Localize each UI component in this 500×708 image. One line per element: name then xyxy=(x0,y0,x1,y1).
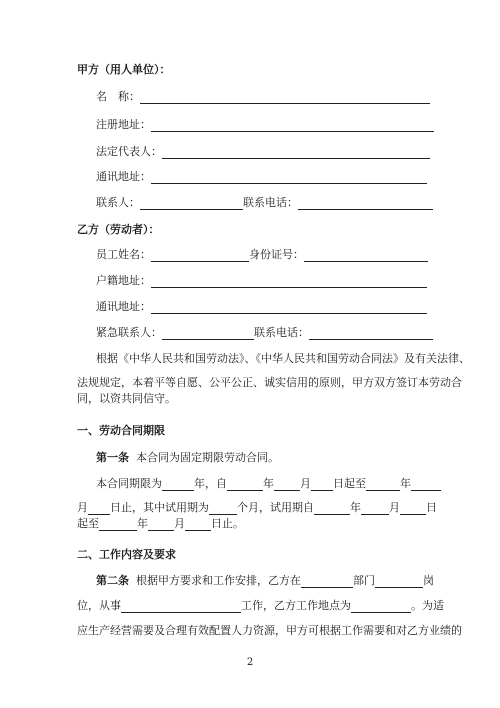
start-month-field[interactable] xyxy=(274,479,300,491)
probation-year-unit: 年 xyxy=(350,501,361,514)
article-2-text-1: 根据甲方要求和工作安排，乙方在 xyxy=(136,574,301,587)
party-b-household-label: 户籍地址： xyxy=(96,274,151,287)
party-b-emergency-label: 紧急联系人： xyxy=(96,326,162,339)
party-b-mail-address-row xyxy=(96,300,427,314)
party-b-emergency-field[interactable] xyxy=(162,328,254,340)
position-unit: 岗 xyxy=(423,574,434,587)
party-a-legal-rep-label: 法定代表人： xyxy=(96,145,162,158)
start-day-text: 日起至 xyxy=(333,477,366,490)
intro-line-2: 法规规定，本着平等自愿、公平公正、诚实信用的原则，甲方双方签订本劳动合 xyxy=(77,376,462,389)
probation-end-month-unit: 月 xyxy=(174,517,185,530)
party-a-name-label: 名 称： xyxy=(96,90,140,103)
probation-month-unit: 月 xyxy=(389,501,400,514)
article-2-line-2 xyxy=(77,599,444,613)
term-text-a: 本合同期限为 xyxy=(96,477,162,490)
work-location-field[interactable] xyxy=(351,601,411,613)
party-b-title: 乙方（劳动者）： xyxy=(77,223,160,236)
party-a-mail-address-label: 通讯地址： xyxy=(96,170,151,183)
start-month-unit: 月 xyxy=(300,477,311,490)
party-a-phone-field[interactable] xyxy=(298,198,433,210)
article-2-label: 第二条 xyxy=(96,574,129,587)
party-b-name-field[interactable] xyxy=(151,250,249,262)
party-a-name-row xyxy=(96,90,430,104)
party-a-contact-row xyxy=(96,196,433,210)
party-a-contact-label: 联系人： xyxy=(96,196,140,209)
job-type-field[interactable] xyxy=(121,601,241,613)
department-field[interactable] xyxy=(301,576,353,588)
party-a-title: 甲方（用人单位）： xyxy=(77,63,171,76)
party-a-contact-field[interactable] xyxy=(140,198,243,210)
term-line-1 xyxy=(96,477,441,491)
probation-end-year-field[interactable] xyxy=(99,519,137,531)
probation-end-text: 日止。 xyxy=(211,517,244,530)
probation-to-text: 起至 xyxy=(77,517,99,530)
term-from-text: ，自 xyxy=(205,477,227,490)
party-a-reg-address-row xyxy=(96,118,434,132)
party-b-mail-address-field[interactable] xyxy=(151,302,427,314)
party-b-id-label: 身份证号： xyxy=(249,248,304,261)
end-year-field[interactable] xyxy=(366,479,400,491)
section-2-heading: 二、工作内容及要求 xyxy=(77,548,176,561)
probation-start-month-field[interactable] xyxy=(361,503,389,515)
party-a-mail-address-row xyxy=(96,170,427,184)
end-day-field[interactable] xyxy=(88,503,110,515)
probation-start-year-field[interactable] xyxy=(314,503,350,515)
start-day-field[interactable] xyxy=(311,479,333,491)
probation-start-day-field[interactable] xyxy=(400,503,426,515)
party-a-legal-rep-row xyxy=(96,145,430,159)
probation-end-month-field[interactable] xyxy=(148,519,174,531)
party-b-household-row xyxy=(96,274,427,288)
intro-line-1: 根据《中华人民共和国劳动法》、《中华人民共和国劳动合同法》及有关法律、 xyxy=(96,352,470,365)
party-b-name-row xyxy=(96,248,428,262)
article-1 xyxy=(96,451,279,465)
article-2-line-1 xyxy=(96,574,434,588)
term-line-2 xyxy=(77,501,437,515)
party-b-phone-label: 联系电话： xyxy=(254,326,309,339)
probation-text: 日止，其中试用期为 xyxy=(110,501,209,514)
start-year-field[interactable] xyxy=(227,479,263,491)
article-2-text-4: 位，从事 xyxy=(77,599,121,612)
intro-line-3: 同，以资共同信守。 xyxy=(77,392,176,405)
party-b-emergency-row xyxy=(96,326,433,340)
party-b-id-field[interactable] xyxy=(304,250,428,262)
start-year-unit: 年 xyxy=(263,477,274,490)
article-1-text: 本合同为固定期限劳动合同。 xyxy=(136,451,279,464)
party-b-phone-field[interactable] xyxy=(309,328,433,340)
end-month-unit: 月 xyxy=(77,501,88,514)
probation-end-year-unit: 年 xyxy=(137,517,148,530)
end-year-unit: 年 xyxy=(400,477,411,490)
party-a-reg-address-field[interactable] xyxy=(151,120,434,132)
probation-end-day-field[interactable] xyxy=(185,519,211,531)
term-line-3 xyxy=(77,517,244,531)
party-a-reg-address-label: 注册地址： xyxy=(96,118,151,131)
party-b-household-field[interactable] xyxy=(151,276,427,288)
department-unit: 部门 xyxy=(353,574,375,587)
term-years-field[interactable] xyxy=(162,479,194,491)
party-a-phone-label: 联系电话： xyxy=(243,196,298,209)
term-year-unit: 年 xyxy=(194,477,205,490)
section-1-heading: 一、劳动合同期限 xyxy=(77,424,165,437)
party-b-mail-address-label: 通讯地址： xyxy=(96,300,151,313)
party-a-name-field[interactable] xyxy=(140,92,430,104)
probation-day-unit: 日 xyxy=(426,501,437,514)
party-b-name-label: 员工姓名： xyxy=(96,248,151,261)
probation-months-field[interactable] xyxy=(209,503,237,515)
position-field[interactable] xyxy=(375,576,423,588)
article-2-line-3: 应生产经营需要及合理有效配置人力资源，甲方可根据工作需要和对乙方业绩的 xyxy=(77,624,462,637)
article-2-text-5: 工作，乙方工作地点为 xyxy=(241,599,351,612)
article-2-text-6: 。为适 xyxy=(411,599,444,612)
page-number: 2 xyxy=(246,657,254,668)
party-a-mail-address-field[interactable] xyxy=(151,172,427,184)
party-a-legal-rep-field[interactable] xyxy=(162,147,430,159)
probation-months-text: 个月，试用期自 xyxy=(237,501,314,514)
end-year-extra-field[interactable] xyxy=(411,479,441,491)
article-1-label: 第一条 xyxy=(96,451,129,464)
